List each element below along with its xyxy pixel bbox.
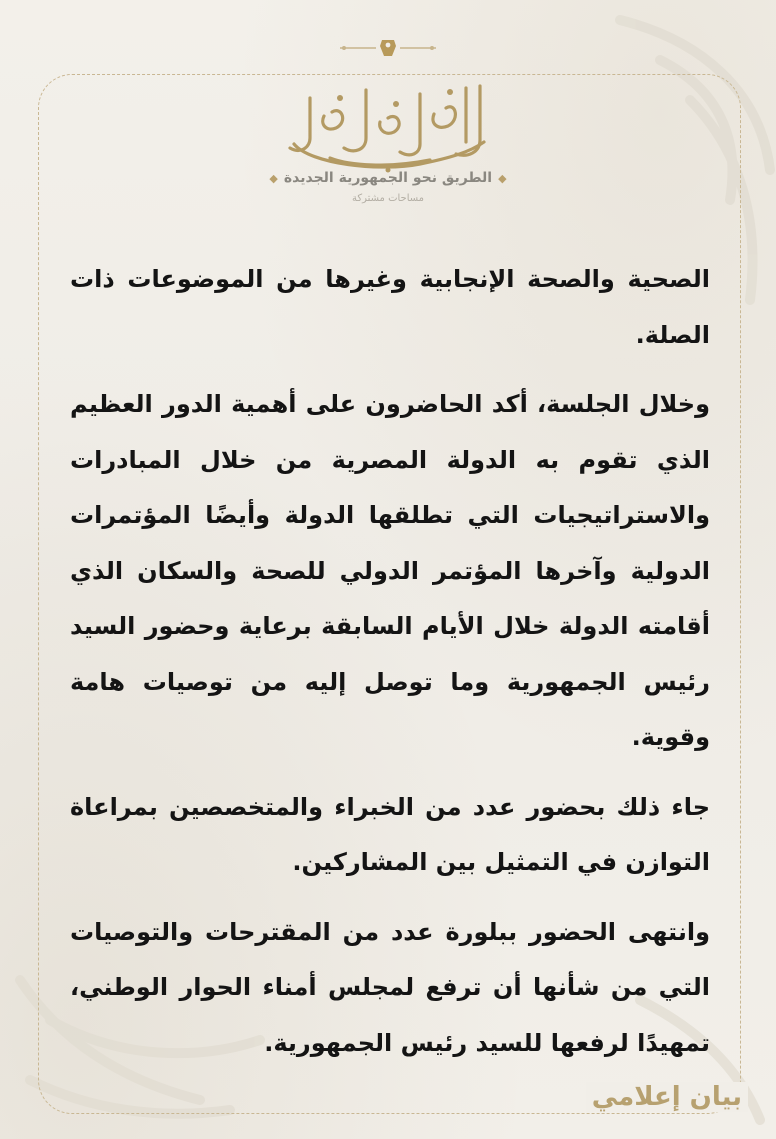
diamond-icon: ◆ — [498, 172, 507, 185]
media-statement-label: بيان إعلامي — [586, 1082, 748, 1112]
paragraph: وخلال الجلسة، أكد الحاضرون على أهمية الدور العظيم الذي تقوم به الدولة المصرية من خلال المبادرات والاستراتيجيات التي تطلقها الدولة وأيضًا المؤتمرات الدولية وآخرها المؤتمر الدولي للصحة والسكان الذي أقامته الدولة خلال الأيام السابقة برعاية وحضور السيد رئيس الجمهورية وما توصل إليه من توصيات هامة وقوية. — [70, 390, 710, 751]
logo-national-dialogue — [270, 68, 506, 178]
tagline-text: الطريق نحو الجمهورية الجديدة — [283, 170, 493, 186]
top-ornament-emblem-icon — [338, 36, 438, 58]
diamond-icon: ◆ — [269, 172, 278, 185]
paragraph: جاء ذلك بحضور عدد من الخبراء والمتخصصين بمراعاة التوازن في التمثيل بين المشاركين. — [70, 792, 710, 876]
statement-body — [70, 252, 710, 1071]
paragraph: وانتهى الحضور ببلورة عدد من المقترحات والتوصيات التي من شأنها أن ترفع لمجلس أمناء الحوار الوطني، تمهيدًا لرفعها للسيد رئيس الجمهورية. — [70, 917, 710, 1057]
paragraph: الصحية والصحة الإنجابية وغيرها من الموضوعات ذات الصلة. — [70, 265, 710, 349]
tagline — [200, 170, 576, 186]
subtagline: مساحات مشتركة — [351, 193, 425, 204]
